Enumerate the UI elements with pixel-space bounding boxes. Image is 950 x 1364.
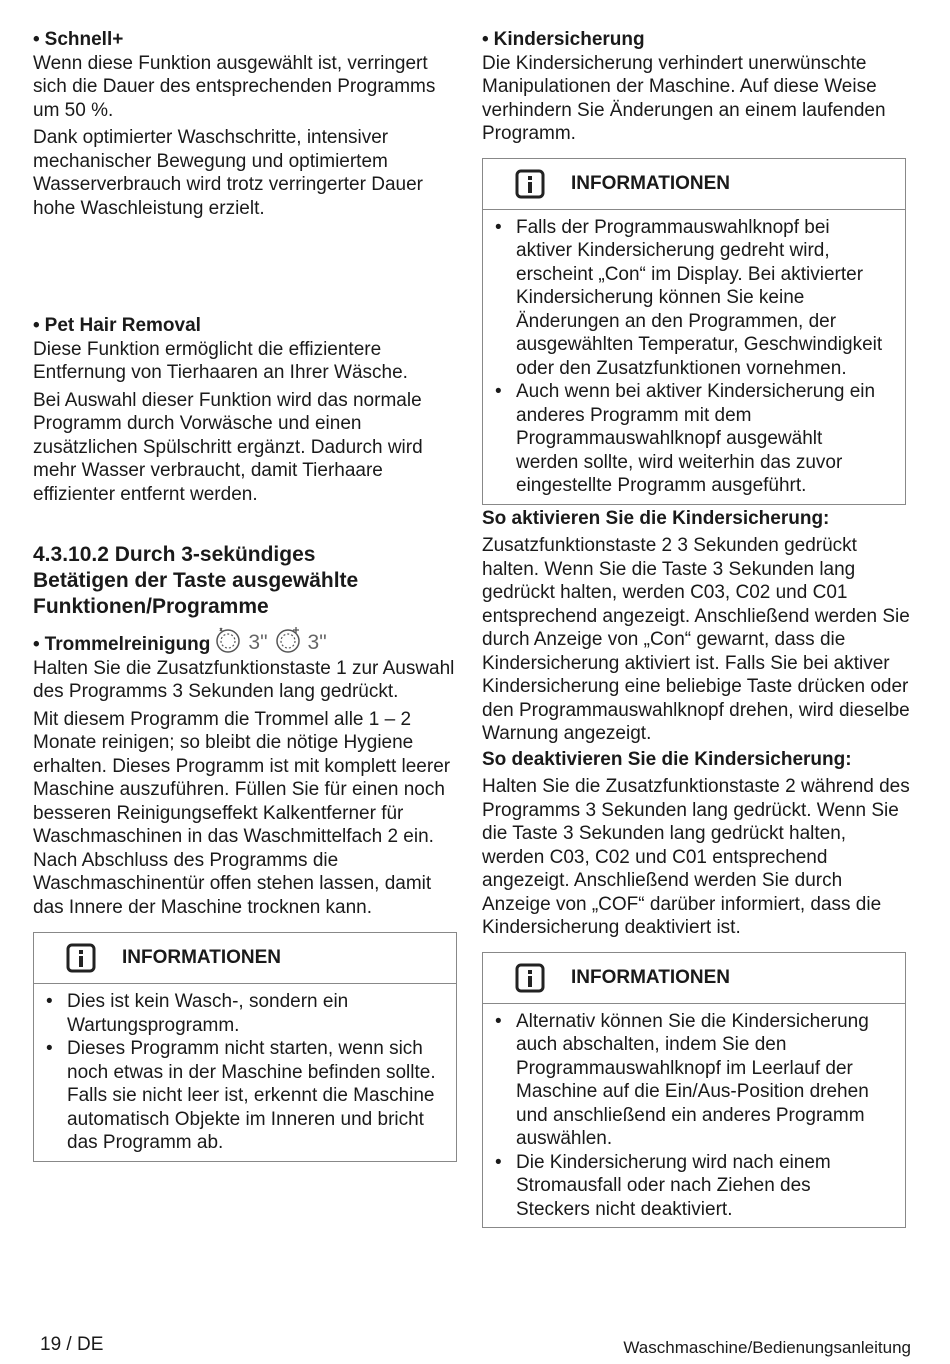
activate-text: Zusatzfunktionstaste 2 3 Sekunden gedrückt halten. Wenn Sie die Taste 3 Sekunden lang gedrückt halten, werden C03, C02 und C01 entsprechend angezeigt. Anschließend werden Sie durch Anzeige von „Con“ gewarnt, dass die Kindersicherung aktiviert ist. Falls Sie bei aktiver Kindersicherung eine beliebige Taste drücken oder den Programmauswahlknopf drehen, wird dieselbe Warnung angezeigt. [482,535,910,744]
info-box-title: INFORMATIONEN [122,947,282,968]
activate-heading: So aktivieren Sie die Kindersicherung: [482,507,830,529]
deactivate-section [482,748,912,940]
kindersicherung-heading: • Kindersicherung [482,29,645,50]
info-box-header [34,933,456,984]
info-item: • Falls der Programmauswahlknopf bei aktiver Kindersicherung gedreht wird, erscheint „Con“ im Display. Bei aktivierter Kindersicherung können Sie keine Änderungen an den Programmen, der ausgewählten Temperatur, Geschwindigkeit oder den Zusatzfunktionen vornehmen. [494,216,885,381]
trommel-paragraph-2: Mit diesem Programm die Trommel alle 1 – 2 Monate reinigen; so bleibt die nötige Hygiene erhalten. Dieses Programm ist mit komplett leerer Maschine auszuführen. Füllen Sie für einen noch besseren Reinigungseffekt Kalkentferner für Waschmaschinen in das Waschmittelfach 2 ein. Nach Abschluss des Programms die Waschmaschinentür offen stehen lassen, damit das Innere der Maschine trocknen kann. [33,708,451,918]
deactivate-text: Halten Sie die Zusatzfunktionstaste 2 während des Programms 3 Sekunden lang gedrückt. Wenn Sie die Taste 3 Sekunden lang gedrückt halten, werden C03, C02 und C01 entsprechend angezeigt. Anschließend werden Sie durch Anzeige von „COF“ darüber informiert, dass die Kindersicherung deaktiviert ist. [482,776,910,938]
info-box-header [483,953,905,1004]
program-icons [212,624,326,654]
info-list [483,210,905,504]
info-icon [515,963,545,993]
info-box-trommel [33,932,457,1162]
info-item: • Auch wenn bei aktiver Kindersicherung ein anderes Programm mit dem Programmauswahlknopf ausgewählt werden sollte, wird weiterhin das zuvor eingestellte Programm ausgeführt. [494,380,885,498]
info-list [483,1004,905,1228]
info-box-kindersicherung [482,158,906,505]
info-box-title: INFORMATIONEN [571,172,731,194]
info-item: • Dieses Programm nicht starten, wenn sich noch etwas in der Maschine befinden sollte. Falls sie nicht leer ist, erkennt die Maschine automatisch Objekte im Inneren und bricht das Programm ab. [45,1037,436,1155]
info-box-kindersicherung-2 [482,952,906,1229]
schnell-paragraph-1: Wenn diese Funktion ausgewählt ist, verringert sich die Dauer des entsprechenden Programms um 50 %. [33,52,436,121]
info-item: • Alternativ können Sie die Kindersicherung auch abschalten, indem Sie den Programmauswahlknopf im Leerlauf der Maschine auf die Ein/Aus-Position drehen und anschließend ein anderes Programm auswählen. [494,1010,885,1151]
pet-hair-section [33,314,465,506]
icon-label-1: 3" [248,630,268,654]
info-list [34,984,456,1161]
drum-clean-sparkle-icon [272,624,308,654]
kindersicherung-paragraph: Die Kindersicherung verhindert unerwünschte Manipulationen der Maschine. Auf diese Weise verhindern Sie Änderungen an einem laufenden Programm. [482,52,886,144]
deactivate-heading: So deaktivieren Sie die Kindersicherung: [482,748,852,770]
schnell-section [33,28,465,220]
info-box-header [483,159,905,210]
kindersicherung-section [482,28,912,146]
pet-hair-paragraph-2: Bei Auswahl dieser Funktion wird das normale Programm durch Vorwäsche und einen zusätzlichen Spülschritt ergänzt. Dadurch wird mehr Wasser verbraucht, damit Tierhaare effizienter entfernt werden. [33,389,423,505]
info-box-title: INFORMATIONEN [571,966,731,988]
trommel-paragraph-1: Halten Sie die Zusatzfunktionstaste 1 zur Auswahl des Programms 3 Sekunden lang gedrückt. [33,657,455,702]
pet-hair-heading: • Pet Hair Removal [33,315,201,336]
trommel-section [33,624,465,919]
pet-hair-paragraph-1: Diese Funktion ermöglicht die effizientere Entfernung von Tierhaaren an Ihrer Wäsche. [33,338,408,383]
schnell-paragraph-2: Dank optimierter Waschschritte, intensiver mechanischer Bewegung und optimiertem Wasserverbrauch wird trotz verringerter Dauer hohe Waschleistung erzielt. [33,127,423,219]
trommel-heading: • Trommelreinigung 3" 3" [33,624,465,657]
activate-section [482,507,912,746]
info-icon [66,943,96,973]
right-column [482,28,912,1228]
drum-clean-icon [212,624,248,654]
left-column [33,28,465,1162]
info-item: • Die Kindersicherung wird nach einem Stromausfall oder nach Ziehen des Steckers nicht deaktiviert. [494,1151,885,1222]
page-number: 19 / DE [40,1334,104,1355]
section-title: 4.3.10.2 Durch 3-sekündiges Betätigen der Taste ausgewählte Funktionen/Programme [33,543,359,618]
document-title: Waschmaschine/Bedienungsanleitung [623,1338,911,1357]
schnell-heading: • Schnell+ [33,29,124,50]
icon-label-2: 3" [307,630,327,654]
info-item: • Dies ist kein Wasch-, sondern ein Wartungsprogramm. [45,990,436,1037]
info-icon [515,169,545,199]
